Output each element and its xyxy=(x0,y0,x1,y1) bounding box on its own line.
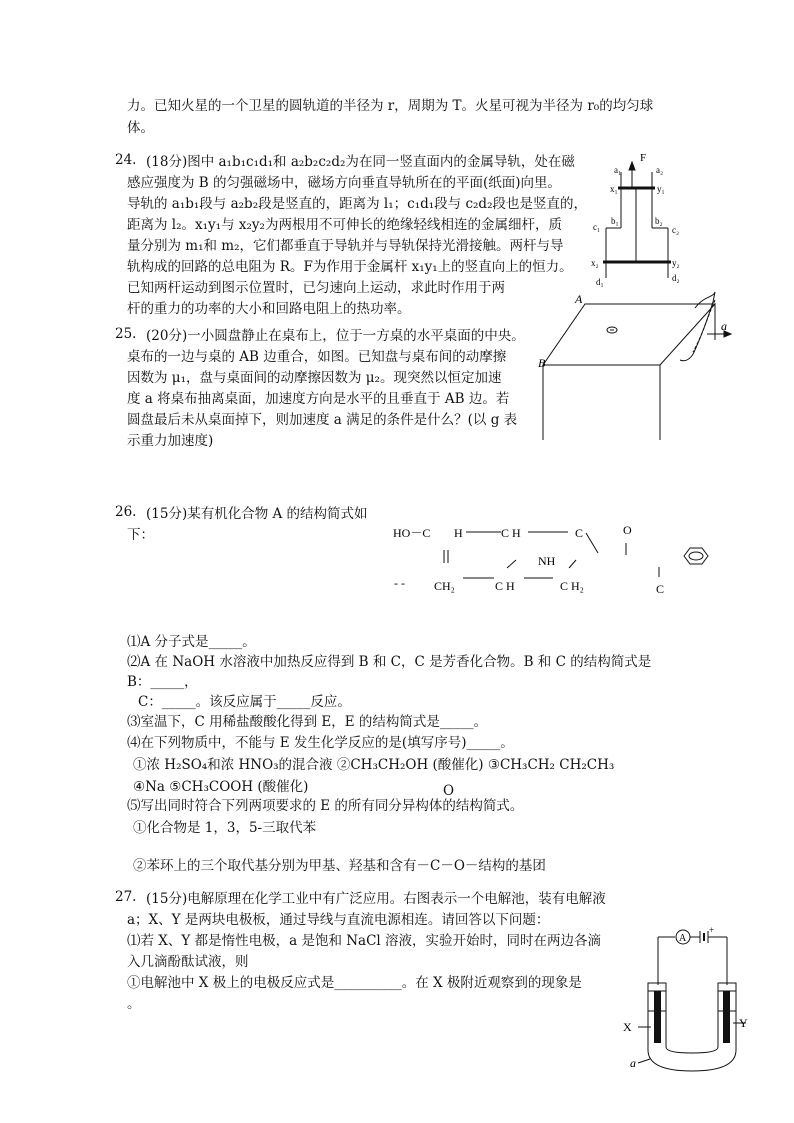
label-x1: x₁ xyxy=(610,184,618,194)
arrow-head-icon xyxy=(629,162,635,170)
electrode-X xyxy=(654,991,661,1043)
bond xyxy=(586,533,598,553)
struct-dash: - - xyxy=(394,576,405,590)
q25-line: 因数为 μ₁，盘与桌面间的动摩擦因数为 μ₂。现突然以恒定加速 xyxy=(127,370,502,386)
q25-line: 圆盘最后未从桌面掉下，则加速度 a 满足的条件是什么？(以 g 表 xyxy=(127,412,518,428)
structure-figure xyxy=(388,515,718,605)
q24-line: 轨构成的回路的总电阻为 R。F为作用于金属杆 x₁y₁上的竖直向上的恒力。 xyxy=(127,259,573,275)
label-B: B xyxy=(538,356,546,370)
q24-line: (18分)图中 a₁b₁c₁d₁和 a₂b₂c₂d₂为在同一竖直面内的金属导轨，处在磁 xyxy=(146,154,575,170)
q26-line: ⑵A 在 NaOH 水溶液中加热反应得到 B 和 C，C 是芳香化合物。B 和 C 的结构简式是 xyxy=(127,654,652,670)
label-leader xyxy=(638,1059,650,1063)
q26-line: C：_____。该反应属于_____反应。 xyxy=(138,694,351,710)
label-A: A xyxy=(575,292,583,306)
electrolysis-figure xyxy=(620,925,755,1080)
q24-line: 量分别为 m₁和 m₂，它们都垂直于导轨并与导轨保持光滑接触。两杆与导 xyxy=(127,238,564,254)
q24-number: 24. xyxy=(115,152,137,168)
q27-line: 。 xyxy=(127,996,141,1012)
label-a2: a₂ xyxy=(656,165,664,175)
struct-o: O xyxy=(623,523,632,537)
label-F: F xyxy=(640,152,647,164)
electrode-Y xyxy=(723,991,730,1043)
battery-plus: + xyxy=(709,925,715,935)
label-b2: b₂ xyxy=(655,216,663,226)
q26-options-2: ④Na ⑤CH₃COOH (酸催化) xyxy=(133,779,309,795)
q27-line: ①电解池中 X 极上的电极反应式是__________。在 X 极附近观察到的现象是 xyxy=(127,975,582,991)
struct-c: C xyxy=(575,526,584,540)
label-d1: d₁ xyxy=(596,277,604,287)
label-d2: d₂ xyxy=(672,273,680,283)
q26-req-1: ①化合物是 1，3，5-三取代苯 xyxy=(133,820,317,836)
label-c2: c₂ xyxy=(672,225,680,235)
q25-line: 示重力加速度) xyxy=(127,433,214,449)
q27-line: (15分)电解原理在化学工业中有广泛应用。右图表示一个电解池，装有电解液 xyxy=(146,891,606,907)
q27-line: ⑴若 X、Y 都是惰性电极，a 是饱和 NaCl 溶液，实验开始时，同时在两边各滴 xyxy=(127,933,602,949)
q24-line: 距离为 l₂。x₁y₁与 x₂y₂为两根用不可伸长的绝缘轻线相连的金属细杆，质 xyxy=(127,217,562,233)
u-tube-outer xyxy=(648,987,736,1071)
rails-figure xyxy=(588,150,708,290)
q24-line: 杆的重力的功率的大小和回路电阻上的热功率。 xyxy=(127,301,411,317)
label-a1: a₁ xyxy=(614,165,622,175)
q24-line: 感应强度为 B 的匀强磁场中，磁场方向垂直导轨所在的平面(纸面)向里。 xyxy=(127,175,562,191)
stopper-left xyxy=(648,983,666,991)
label-X: X xyxy=(623,1020,632,1034)
bond xyxy=(507,560,516,568)
label-b1: b₁ xyxy=(611,216,619,226)
q26-options-1: ①浓 H₂SO₄和浓 HNO₃的混合液 ②CH₃CH₂OH (酸催化) ③CH₃CH₂ CH₂CH₃ xyxy=(133,757,615,773)
q26-line: ⑶室温下，C 用稀盐酸酸化得到 E，E 的结构简式是_____。 xyxy=(127,714,488,730)
q26-line-5: ⑸写出同时符合下列两项要求的 E 的所有同分异构体的结构简式。 xyxy=(127,798,524,814)
q23-line-2: 体。 xyxy=(127,120,154,136)
table-top xyxy=(543,304,715,365)
struct-ch2: CH₂ xyxy=(434,579,455,593)
bond xyxy=(569,560,576,568)
label-x2: x₂ xyxy=(591,258,599,268)
struct-nh: NH xyxy=(538,554,556,568)
label-a: a xyxy=(721,319,727,333)
label-y1: y₁ xyxy=(657,184,665,194)
q24-line: 已知两杆运动到图示位置时，已匀速向上运动，求此时作用于两 xyxy=(127,280,505,296)
struct-h: H xyxy=(454,526,463,540)
q25-line: 桌布的一边与桌的 AB 边重合，如图。已知盘与桌布间的动摩擦 xyxy=(127,349,507,365)
q24-line: 导轨的 a₁b₁段与 a₂b₂段是竖直的，距离为 l₁；c₁d₁段与 c₂d₂段也是竖直的， xyxy=(127,196,587,212)
q26-line: B：_____， xyxy=(127,674,198,690)
q25-line: 度 a 将桌布抽离桌面，加速度方向是水平的且垂直于 AB 边。若 xyxy=(127,391,510,407)
q26-intro: (15分)某有机化合物 A 的结构简式如 xyxy=(146,506,368,522)
q23-line-1: 力。已知火星的一个卫星的圆轨道的半径为 r，周期为 T。火星可视为半径为 r₀的均匀球 xyxy=(127,98,654,114)
u-tube-inner xyxy=(666,987,718,1053)
q27-number: 27. xyxy=(115,889,137,905)
tablecloth-edge xyxy=(680,292,715,361)
struct-c: C xyxy=(656,582,665,596)
label-Y: Y xyxy=(739,1016,748,1030)
benzene-ring-inner xyxy=(689,552,703,560)
struct-ch: C H xyxy=(495,579,515,593)
q27-line: a；X、Y 是两块电极板，通过导线与直流电源相连。请回答以下问题： xyxy=(127,912,550,928)
struct-ho-c: HO－C xyxy=(393,526,431,540)
q26-intro: 下： xyxy=(127,527,154,543)
q26-options-o: O xyxy=(443,783,455,799)
q25-line: (20分)一小圆盘静止在桌布上，位于一方桌的水平桌面的中央。 xyxy=(146,328,525,344)
ammeter-label: A xyxy=(679,933,687,944)
q26-line: ⑴A 分子式是_____。 xyxy=(127,634,256,650)
table-figure xyxy=(535,290,740,450)
label-c1: c₁ xyxy=(593,222,601,232)
struct-ch2: C H₂ xyxy=(560,579,584,593)
q26-number: 26. xyxy=(115,504,137,520)
q26-line: ⑷在下列物质中，不能与 E 发生化学反应的是(填写序号)_____。 xyxy=(127,735,514,751)
q27-line: 入几滴酚酞试液，则 xyxy=(127,954,249,970)
benzene-ring-icon xyxy=(684,548,708,564)
struct-ch: C H xyxy=(501,526,521,540)
q26-req-2: ②苯环上的三个取代基分别为甲基、羟基和含有－C－O－结构的基团 xyxy=(133,858,546,874)
q25-number: 25. xyxy=(115,326,137,342)
label-y2: y₂ xyxy=(672,258,680,268)
label-a: a xyxy=(630,1056,636,1070)
